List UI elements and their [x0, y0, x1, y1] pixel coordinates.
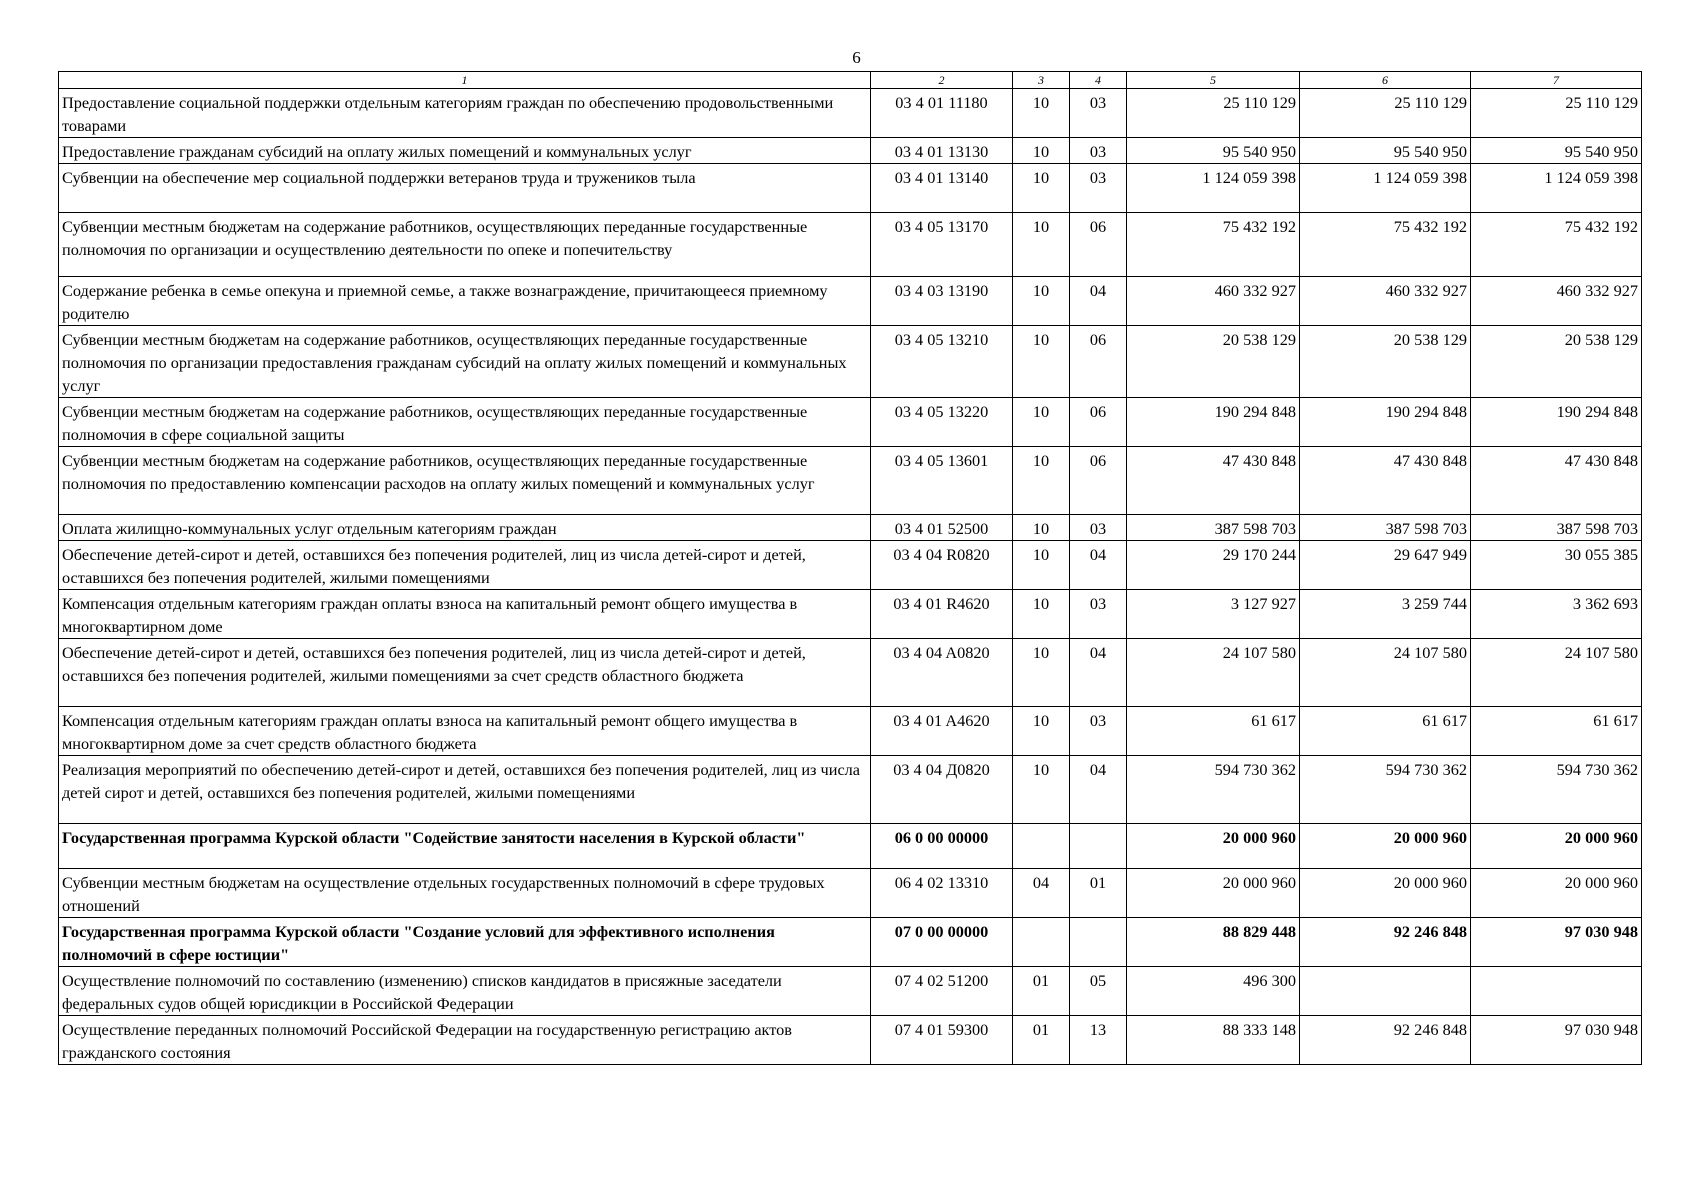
- subsection-cell: 04: [1070, 639, 1127, 707]
- subsection-cell: 03: [1070, 89, 1127, 138]
- section-cell: [1013, 824, 1070, 869]
- amount-year3-cell: 97 030 948: [1471, 1016, 1642, 1065]
- column-number-header-row: [59, 72, 1642, 89]
- section-cell: 10: [1013, 707, 1070, 756]
- amount-year2-cell: 29 647 949: [1300, 541, 1471, 590]
- subsection-cell: 03: [1070, 138, 1127, 164]
- amount-year1-cell: 20 000 960: [1127, 824, 1300, 869]
- target-code-cell: 03 4 03 13190: [871, 277, 1013, 326]
- target-code-cell: 07 4 01 59300: [871, 1016, 1013, 1065]
- target-code-cell: 03 4 04 R0820: [871, 541, 1013, 590]
- column-number-header: 2: [871, 72, 1013, 89]
- description-cell: Субвенции местным бюджетам на осуществление отдельных государственных полномочий в сфере трудовых отношений: [59, 869, 871, 918]
- target-code-cell: 06 0 00 00000: [871, 824, 1013, 869]
- description-cell: Государственная программа Курской области "Создание условий для эффективного исполнения полномочий в сфере юстиции": [59, 918, 871, 967]
- description-cell: Реализация мероприятий по обеспечению детей-сирот и детей, оставшихся без попечения родителей, лиц из числа детей сирот и детей, оставшихся без попечения родителей, жилыми помещениями: [59, 756, 871, 824]
- description-cell: Государственная программа Курской области "Содействие занятости населения в Курской области": [59, 824, 871, 869]
- amount-year3-cell: 1 124 059 398: [1471, 164, 1642, 213]
- amount-year2-cell: 24 107 580: [1300, 639, 1471, 707]
- description-cell: Обеспечение детей-сирот и детей, оставшихся без попечения родителей, лиц из числа детей-сирот и детей, оставшихся без попечения родителей, жилыми помещениями: [59, 541, 871, 590]
- target-code-cell: 06 4 02 13310: [871, 869, 1013, 918]
- section-cell: 10: [1013, 756, 1070, 824]
- subsection-cell: [1070, 918, 1127, 967]
- page-number: 6: [852, 48, 861, 67]
- description-cell: Оплата жилищно-коммунальных услуг отдельным категориям граждан: [59, 515, 871, 541]
- amount-year3-cell: 61 617: [1471, 707, 1642, 756]
- subsection-cell: 03: [1070, 515, 1127, 541]
- amount-year2-cell: 95 540 950: [1300, 138, 1471, 164]
- section-cell: 10: [1013, 541, 1070, 590]
- amount-year3-cell: [1471, 967, 1642, 1016]
- section-cell: 10: [1013, 277, 1070, 326]
- target-code-cell: 03 4 01 13140: [871, 164, 1013, 213]
- subsection-cell: 04: [1070, 277, 1127, 326]
- program-row: [59, 824, 1642, 869]
- target-code-cell: 03 4 04 Д0820: [871, 756, 1013, 824]
- amount-year2-cell: 190 294 848: [1300, 398, 1471, 447]
- section-cell: 10: [1013, 138, 1070, 164]
- amount-year3-cell: 97 030 948: [1471, 918, 1642, 967]
- section-cell: 10: [1013, 213, 1070, 277]
- amount-year2-cell: [1300, 967, 1471, 1016]
- table-row: [59, 869, 1642, 918]
- amount-year2-cell: 387 598 703: [1300, 515, 1471, 541]
- description-cell: Предоставление социальной поддержки отдельным категориям граждан по обеспечению продовольственными товарами: [59, 89, 871, 138]
- description-cell: Предоставление гражданам субсидий на оплату жилых помещений и коммунальных услуг: [59, 138, 871, 164]
- description-cell: Содержание ребенка в семье опекуна и приемной семье, а также вознаграждение, причитающееся приемному родителю: [59, 277, 871, 326]
- amount-year3-cell: 387 598 703: [1471, 515, 1642, 541]
- section-cell: 04: [1013, 869, 1070, 918]
- table-row: [59, 398, 1642, 447]
- amount-year1-cell: 496 300: [1127, 967, 1300, 1016]
- amount-year2-cell: 61 617: [1300, 707, 1471, 756]
- amount-year2-cell: 20 000 960: [1300, 824, 1471, 869]
- target-code-cell: 03 4 05 13170: [871, 213, 1013, 277]
- subsection-cell: 03: [1070, 707, 1127, 756]
- table-row: [59, 164, 1642, 213]
- target-code-cell: 03 4 01 13130: [871, 138, 1013, 164]
- section-cell: 01: [1013, 967, 1070, 1016]
- amount-year1-cell: 47 430 848: [1127, 447, 1300, 515]
- target-code-cell: 03 4 05 13601: [871, 447, 1013, 515]
- subsection-cell: 03: [1070, 164, 1127, 213]
- table-row: [59, 213, 1642, 277]
- subsection-cell: 05: [1070, 967, 1127, 1016]
- amount-year1-cell: 95 540 950: [1127, 138, 1300, 164]
- amount-year1-cell: 29 170 244: [1127, 541, 1300, 590]
- target-code-cell: 03 4 04 A0820: [871, 639, 1013, 707]
- table-row: [59, 590, 1642, 639]
- amount-year3-cell: 190 294 848: [1471, 398, 1642, 447]
- amount-year2-cell: 25 110 129: [1300, 89, 1471, 138]
- target-code-cell: 03 4 01 A4620: [871, 707, 1013, 756]
- target-code-cell: 07 4 02 51200: [871, 967, 1013, 1016]
- amount-year1-cell: 20 538 129: [1127, 326, 1300, 398]
- table-row: [59, 756, 1642, 824]
- amount-year3-cell: 20 538 129: [1471, 326, 1642, 398]
- table-row: [59, 707, 1642, 756]
- table-row: [59, 277, 1642, 326]
- amount-year3-cell: 20 000 960: [1471, 824, 1642, 869]
- description-cell: Компенсация отдельным категориям граждан оплаты взноса на капитальный ремонт общего имущества в многоквартирном доме за счет средств областного бюджета: [59, 707, 871, 756]
- description-cell: Субвенции местным бюджетам на содержание работников, осуществляющих переданные государственные полномочия в сфере социальной защиты: [59, 398, 871, 447]
- amount-year2-cell: 1 124 059 398: [1300, 164, 1471, 213]
- amount-year2-cell: 92 246 848: [1300, 1016, 1471, 1065]
- subsection-cell: 06: [1070, 213, 1127, 277]
- program-row: [59, 918, 1642, 967]
- column-number-header: 6: [1300, 72, 1471, 89]
- amount-year3-cell: 75 432 192: [1471, 213, 1642, 277]
- target-code-cell: 07 0 00 00000: [871, 918, 1013, 967]
- table-row: [59, 447, 1642, 515]
- column-number-header: 1: [59, 72, 871, 89]
- section-cell: 10: [1013, 639, 1070, 707]
- amount-year3-cell: 25 110 129: [1471, 89, 1642, 138]
- amount-year1-cell: 88 829 448: [1127, 918, 1300, 967]
- amount-year1-cell: 75 432 192: [1127, 213, 1300, 277]
- section-cell: 10: [1013, 326, 1070, 398]
- amount-year1-cell: 88 333 148: [1127, 1016, 1300, 1065]
- amount-year2-cell: 75 432 192: [1300, 213, 1471, 277]
- target-code-cell: 03 4 01 11180: [871, 89, 1013, 138]
- amount-year1-cell: 1 124 059 398: [1127, 164, 1300, 213]
- table-row: [59, 1016, 1642, 1065]
- description-cell: Осуществление полномочий по составлению (изменению) списков кандидатов в присяжные заседатели федеральных судов общей юрисдикции в Российской Федерации: [59, 967, 871, 1016]
- amount-year2-cell: 92 246 848: [1300, 918, 1471, 967]
- column-number-header: 5: [1127, 72, 1300, 89]
- amount-year2-cell: 460 332 927: [1300, 277, 1471, 326]
- subsection-cell: 01: [1070, 869, 1127, 918]
- subsection-cell: 06: [1070, 326, 1127, 398]
- amount-year3-cell: 460 332 927: [1471, 277, 1642, 326]
- description-cell: Субвенции местным бюджетам на содержание работников, осуществляющих переданные государственные полномочия по организации предоставления гражданам субсидий на оплату жилых помещений и коммунальных услуг: [59, 326, 871, 398]
- target-code-cell: 03 4 05 13210: [871, 326, 1013, 398]
- amount-year1-cell: 25 110 129: [1127, 89, 1300, 138]
- target-code-cell: 03 4 01 52500: [871, 515, 1013, 541]
- section-cell: 01: [1013, 1016, 1070, 1065]
- table-row: [59, 541, 1642, 590]
- section-cell: 10: [1013, 515, 1070, 541]
- description-cell: Осуществление переданных полномочий Российской Федерации на государственную регистрацию актов гражданского состояния: [59, 1016, 871, 1065]
- amount-year3-cell: 20 000 960: [1471, 869, 1642, 918]
- subsection-cell: 06: [1070, 447, 1127, 515]
- amount-year3-cell: 594 730 362: [1471, 756, 1642, 824]
- description-cell: Субвенции местным бюджетам на содержание работников, осуществляющих переданные государственные полномочия по организации и осуществлению деятельности по опеке и попечительству: [59, 213, 871, 277]
- amount-year2-cell: 20 538 129: [1300, 326, 1471, 398]
- subsection-cell: 06: [1070, 398, 1127, 447]
- description-cell: Обеспечение детей-сирот и детей, оставшихся без попечения родителей, лиц из числа детей-сирот и детей, оставшихся без попечения родителей, жилыми помещениями за счет средств областного бюджета: [59, 639, 871, 707]
- subsection-cell: 04: [1070, 541, 1127, 590]
- amount-year2-cell: 3 259 744: [1300, 590, 1471, 639]
- budget-table: [58, 71, 1642, 1065]
- amount-year3-cell: 3 362 693: [1471, 590, 1642, 639]
- section-cell: 10: [1013, 164, 1070, 213]
- amount-year2-cell: 20 000 960: [1300, 869, 1471, 918]
- column-number-header: 7: [1471, 72, 1642, 89]
- description-cell: Субвенции местным бюджетам на содержание работников, осуществляющих переданные государственные полномочия по предоставлению компенсации расходов на оплату жилых помещений и коммунальных услуг: [59, 447, 871, 515]
- section-cell: 10: [1013, 447, 1070, 515]
- amount-year1-cell: 20 000 960: [1127, 869, 1300, 918]
- amount-year1-cell: 3 127 927: [1127, 590, 1300, 639]
- subsection-cell: 13: [1070, 1016, 1127, 1065]
- amount-year2-cell: 594 730 362: [1300, 756, 1471, 824]
- amount-year3-cell: 95 540 950: [1471, 138, 1642, 164]
- table-row: [59, 515, 1642, 541]
- column-number-header: 4: [1070, 72, 1127, 89]
- amount-year1-cell: 460 332 927: [1127, 277, 1300, 326]
- table-row: [59, 89, 1642, 138]
- table-row: [59, 639, 1642, 707]
- amount-year3-cell: 30 055 385: [1471, 541, 1642, 590]
- table-row: [59, 326, 1642, 398]
- amount-year1-cell: 594 730 362: [1127, 756, 1300, 824]
- column-number-header: 3: [1013, 72, 1070, 89]
- amount-year1-cell: 61 617: [1127, 707, 1300, 756]
- description-cell: Субвенции на обеспечение мер социальной поддержки ветеранов труда и тружеников тыла: [59, 164, 871, 213]
- amount-year1-cell: 387 598 703: [1127, 515, 1300, 541]
- table-row: [59, 138, 1642, 164]
- section-cell: 10: [1013, 590, 1070, 639]
- target-code-cell: 03 4 05 13220: [871, 398, 1013, 447]
- section-cell: [1013, 918, 1070, 967]
- description-cell: Компенсация отдельным категориям граждан оплаты взноса на капитальный ремонт общего имущества в многоквартирном доме: [59, 590, 871, 639]
- amount-year2-cell: 47 430 848: [1300, 447, 1471, 515]
- amount-year1-cell: 24 107 580: [1127, 639, 1300, 707]
- subsection-cell: 03: [1070, 590, 1127, 639]
- subsection-cell: [1070, 824, 1127, 869]
- amount-year1-cell: 190 294 848: [1127, 398, 1300, 447]
- target-code-cell: 03 4 01 R4620: [871, 590, 1013, 639]
- section-cell: 10: [1013, 398, 1070, 447]
- amount-year3-cell: 47 430 848: [1471, 447, 1642, 515]
- amount-year3-cell: 24 107 580: [1471, 639, 1642, 707]
- table-row: [59, 967, 1642, 1016]
- subsection-cell: 04: [1070, 756, 1127, 824]
- section-cell: 10: [1013, 89, 1070, 138]
